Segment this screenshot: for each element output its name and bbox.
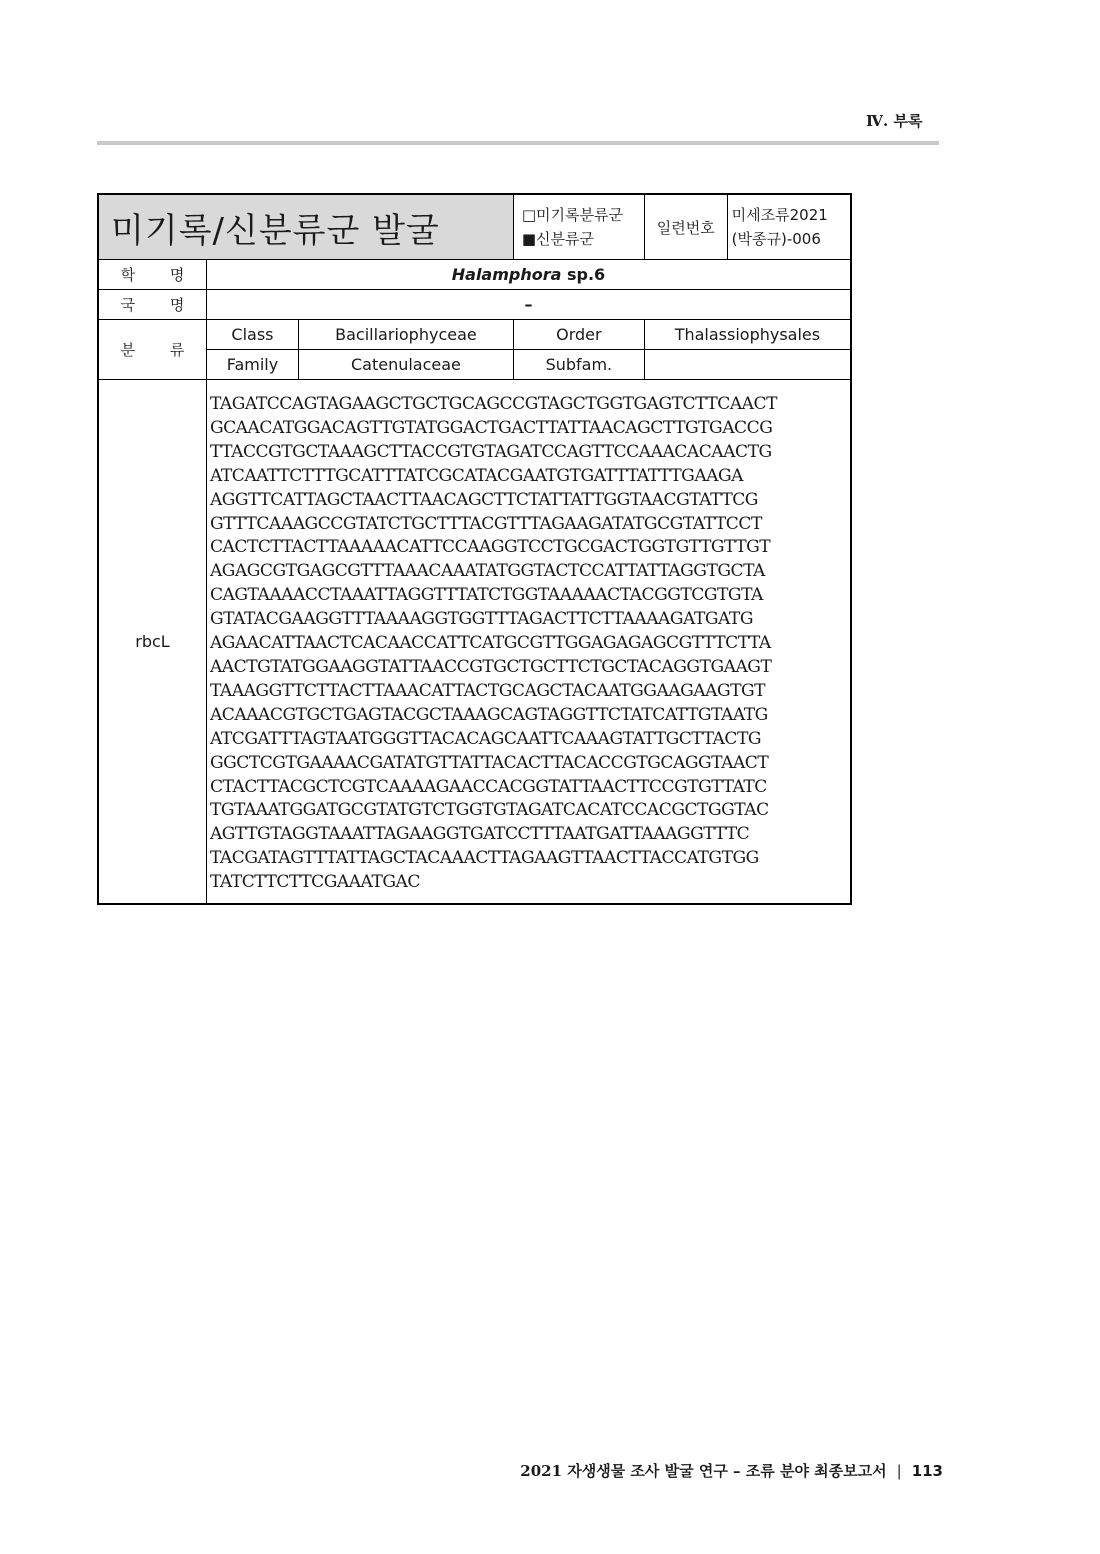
- sequence-line: GCAACATGGACAGTTGTATGGACTGACTTATTAACAGCTTGTGACCG: [209, 417, 773, 438]
- korean-name-value: –: [206, 290, 851, 320]
- classification-row-2: [98, 350, 851, 380]
- classification-row-1: [98, 320, 851, 350]
- genus-name: Halamphora: [451, 265, 562, 284]
- sequence-line: AGAACATTAACTCACAACCATTCATGCGTTGGAGAGAGCGTTTCTTA: [209, 633, 771, 654]
- order-value: Thalassiophysales: [644, 320, 851, 350]
- order-label: Order: [513, 320, 644, 350]
- record-title: 미기록/신분류군 발굴: [98, 194, 513, 260]
- page-number: 113: [911, 1462, 943, 1480]
- korean-name-label: 국 명: [98, 290, 206, 320]
- scientific-name-row: [98, 260, 851, 290]
- header-rule: [97, 141, 939, 145]
- classification-label: 분 류: [98, 320, 206, 380]
- sequence-line: TAGATCCAGTAGAAGCTGCTGCAGCCGTAGCTGGTGAGTCTTCAACT: [209, 394, 778, 414]
- sequence-line: TAAAGGTTCTTACTTAAACATTACTGCAGCTACAATGGAAGAAGTGT: [209, 680, 766, 701]
- footer-separator: |: [896, 1462, 902, 1480]
- family-value: Catenulaceae: [299, 350, 514, 380]
- sequence-line: GTATACGAAGGTTTAAAAGGTGGTTTAGACTTCTTAAAAGATGATG: [209, 609, 753, 630]
- scientific-name-value: [206, 260, 851, 290]
- running-head: Ⅳ. 부록: [866, 112, 923, 130]
- report-title: 2021 자생생물 조사 발굴 연구 – 조류 분야 최종보고서: [520, 1462, 887, 1480]
- sequence-line: ACAAACGTGCTGAGTACGCTAAAGCAGTAGGTTCTATCATTGTAATG: [209, 704, 768, 725]
- sequence-line: AGTTGTAGGTAAATTAGAAGGTGATCCTTTAATGATTAAAGGTTTC: [209, 824, 750, 845]
- record-table: [97, 193, 852, 905]
- gene-label: rbcL: [98, 380, 206, 905]
- sequence-line: AACTGTATGGAAGGTATTAACCGTGCTGCTTCTGCTACAGGTGAAGT: [209, 656, 772, 677]
- sequence-line: AGAGCGTGAGCGTTTAAACAAATATGGTACTCCATTATTAGGTGCTA: [209, 561, 765, 582]
- sequence-line: GTTTCAAAGCCGTATCTGCTTTACGTTTAGAAGATATGCGTATTCCT: [209, 513, 762, 534]
- sequence-line: CTACTTACGCTCGTCAAAAGAACCACGGTATTAACTTCCGTGTTATC: [209, 776, 767, 797]
- sequence-line: TTACCGTGCTAAAGCTTACCGTGTAGATCCAGTTCCAAACACAACTG: [209, 441, 772, 462]
- sequence-line: ATCGATTTAGTAATGGGTTACACAGCAATTCAAAGTATTGCTTACTG: [209, 728, 762, 749]
- serial-number-value: [727, 194, 851, 260]
- sequence-line: ATCAATTCTTTGCATTTATCGCATACGAATGTGATTTATTTGAAGA: [209, 465, 744, 486]
- category-options: [513, 194, 644, 260]
- serial-number-label: 일련번호: [644, 194, 727, 260]
- sequence-line: TGTAAATGGATGCGTATGTCTGGTGTAGATCACATCCACGCTGGTAC: [209, 800, 769, 821]
- sequence-line: TATCTTCTTCGAAATGAC: [209, 872, 420, 893]
- serial-value-line2: (박종규)-006: [731, 230, 821, 248]
- serial-value-line1: 미세조류2021: [731, 206, 828, 224]
- title-row: [98, 194, 851, 260]
- scientific-name-label: 학 명: [98, 260, 206, 290]
- sequence-line: CAGTAAAACCTAAATTAGGTTTATCTGGTAAAAACTACGGTCGTGTA: [209, 585, 763, 606]
- class-label: Class: [206, 320, 298, 350]
- subfamily-label: Subfam.: [513, 350, 644, 380]
- species-epithet: sp.6: [561, 265, 606, 284]
- category-option-new-taxon: ■신분류군: [521, 230, 595, 248]
- sequence-line: AGGTTCATTAGCTAACTTAACAGCTTCTATTATTGGTAACGTATTCG: [209, 489, 758, 510]
- korean-name-row: [98, 290, 851, 320]
- family-label: Family: [206, 350, 298, 380]
- category-option-unrecorded: □미기록분류군: [521, 206, 623, 224]
- sequence-row: [98, 380, 851, 905]
- sequence-block: [206, 380, 851, 905]
- class-value: Bacillariophyceae: [299, 320, 514, 350]
- page-footer: [520, 1460, 943, 1481]
- sequence-line: TACGATAGTTTATTAGCTACAAACTTAGAAGTTAACTTACCATGTGG: [209, 848, 759, 869]
- sequence-line: CACTCTTACTTAAAAACATTCCAAGGTCCTGCGACTGGTGTTGTTGT: [209, 537, 771, 558]
- sequence-line: GGCTCGTGAAAACGATATGTTATTACACTTACACCGTGCAGGTAACT: [209, 752, 769, 773]
- subfamily-value: [644, 350, 851, 380]
